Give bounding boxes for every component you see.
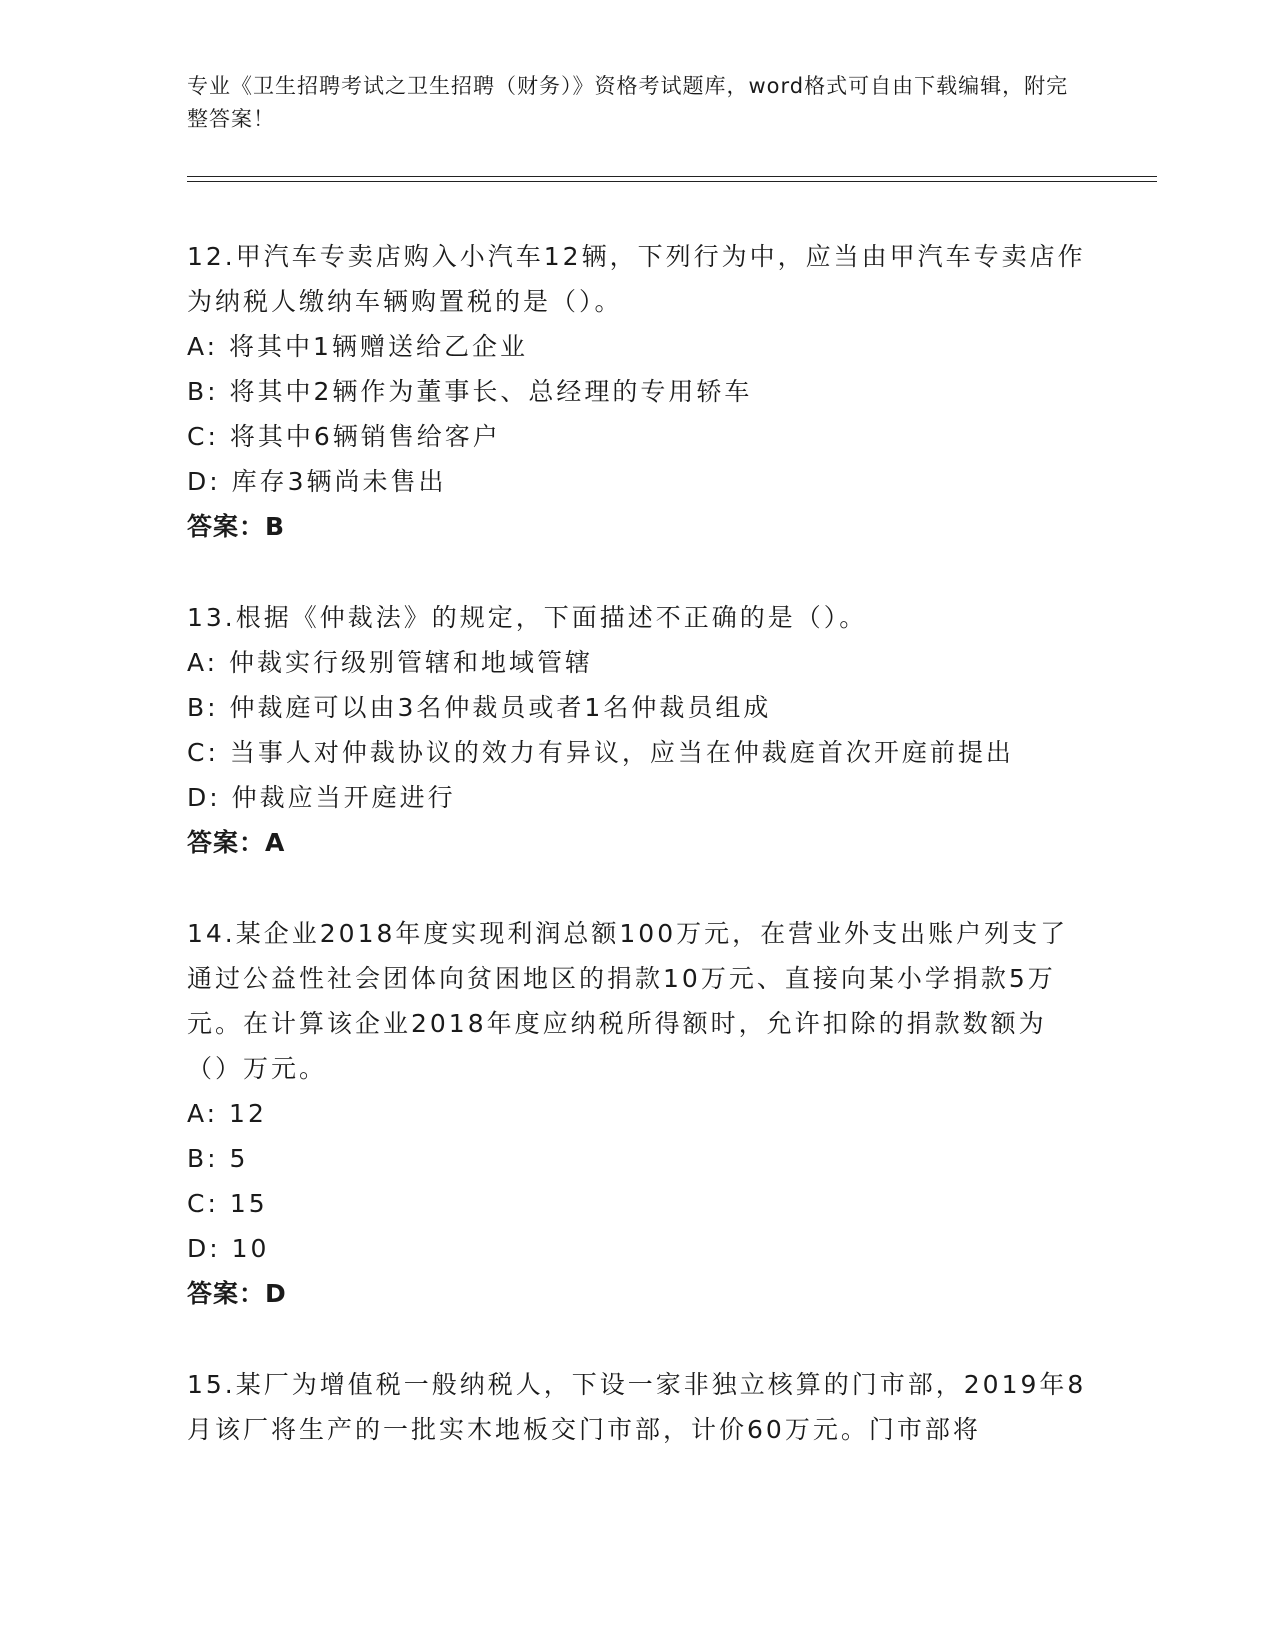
option-c: C: 当事人对仲裁协议的效力有异议，应当在仲裁庭首次开庭前提出 [187,738,1014,767]
option-b: B: 将其中2辆作为董事长、总经理的专用轿车 [187,377,753,406]
question-15 [187,1362,1087,1452]
question-13 [187,595,1087,865]
option-b: B: 仲裁庭可以由3名仲裁员或者1名仲裁员组成 [187,693,772,722]
question-stem: 12.甲汽车专卖店购入小汽车12辆，下列行为中，应当由甲汽车专卖店作为纳税人缴纳车辆购置税的是（）。 [187,242,1086,316]
option-a: A: 仲裁实行级别管辖和地域管辖 [187,648,594,677]
question-12 [187,234,1087,549]
option-d: D: 仲裁应当开庭进行 [187,783,456,812]
question-stem: 13.根据《仲裁法》的规定，下面描述不正确的是（）。 [187,603,868,632]
option-b: B: 5 [187,1144,249,1173]
header-divider-bottom [187,181,1157,182]
option-a: A: 12 [187,1099,267,1128]
answer-label: 答案：D [187,1279,287,1308]
question-stem: 14.某企业2018年度实现利润总额100万元，在营业外支出账户列支了通过公益性社会团体向贫困地区的捐款10万元、直接向某小学捐款5万元。在计算该企业2018年度应纳税所得额时，允许扣除的捐款数额为（）万元。 [187,919,1069,1083]
document-header: 专业《卫生招聘考试之卫生招聘（财务）》资格考试题库，word格式可自由下载编辑，附完整答案！ [187,74,1069,131]
answer-label: 答案：B [187,512,286,541]
option-c: C: 将其中6辆销售给客户 [187,422,501,451]
question-14 [187,911,1087,1316]
answer-label: 答案：A [187,828,286,857]
option-d: D: 库存3辆尚未售出 [187,467,447,496]
header-divider-top [187,176,1157,177]
option-c: C: 15 [187,1189,268,1218]
question-stem: 15.某厂为增值税一般纳税人，下设一家非独立核算的门市部，2019年8月该厂将生产的一批实木地板交门市部，计价60万元。门市部将 [187,1370,1087,1444]
option-a: A: 将其中1辆赠送给乙企业 [187,332,528,361]
option-d: D: 10 [187,1234,270,1263]
question-list [187,234,1087,1498]
